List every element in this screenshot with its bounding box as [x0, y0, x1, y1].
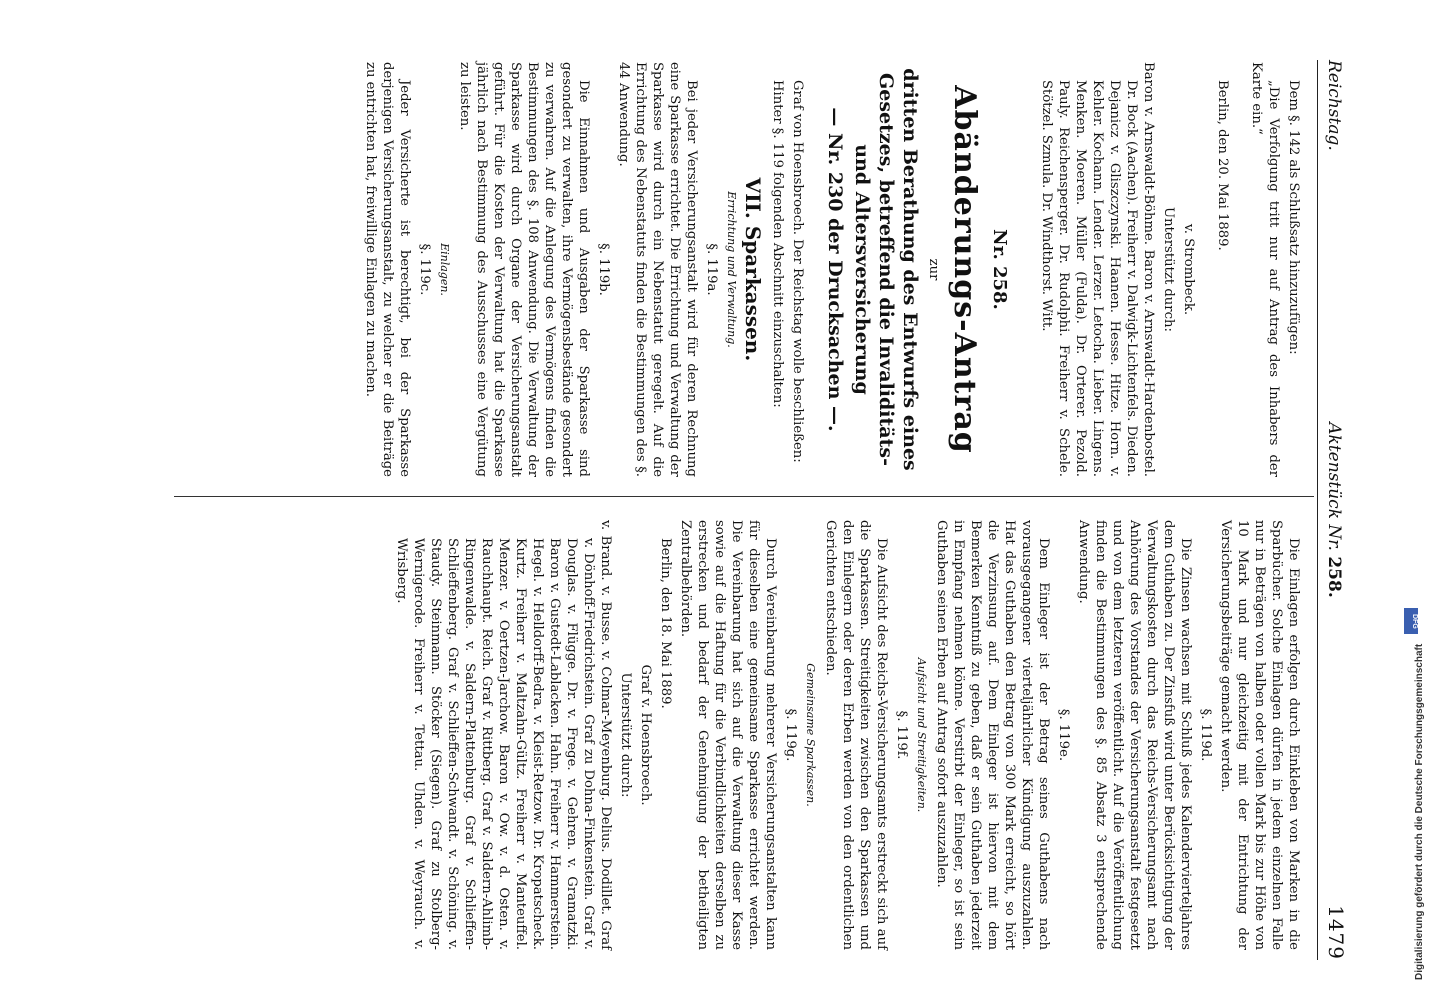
para: Die Aufsicht des Reichs-Versicherungsamts erstreckt sich auf die Sparkassen. Streitigkeiten zwischen den Sparkassen und den Einlegern oder deren Erben werden von den ordentlichen Gerichten entschieden.: [823, 520, 889, 950]
header-title: [1324, 60, 1344, 960]
header-left: Reichstag.: [1324, 60, 1344, 151]
subheading: Einlagen.: [438, 243, 451, 296]
para: Jeder Versicherte ist berechtigt, bei der Sparkasse derjenigen Versicherungsanstalt, zu welcher er die Beiträge zu entrichten hat, freiwillige Einlagen zu machen.: [363, 62, 412, 477]
paragraph-number: §. 119g.: [783, 708, 798, 762]
right-column: [390, 520, 1302, 950]
page-number: 1479: [1324, 905, 1348, 960]
section-heading: VII. Sparkassen.: [741, 177, 765, 362]
date: Berlin, den 20. Mai 1889.: [1215, 80, 1230, 251]
para: Hinter §. 119 folgenden Abschnitt einzuschalten:: [770, 80, 785, 408]
subheading: Gemeinsame Sparkassen.: [804, 663, 817, 807]
dfg-stamp: [1400, 600, 1425, 980]
page-header: [1317, 60, 1358, 960]
column-divider: [174, 496, 1314, 497]
left-column: [359, 62, 1302, 477]
signature: Graf v. Hoensbroech.: [638, 664, 653, 806]
dfg-stamp-text: Digitalisierung gefördert durch die Deutsche Forschungsgemeinschaft: [1414, 643, 1425, 980]
paragraph-number: §. 119d.: [1198, 708, 1213, 762]
para: Durch Vereinbarung mehrerer Versicherungsanstalten kann für dieselben eine gemeinsame Sparkasse errichtet werden. Die Vereinbarung hat sich auf die Verwaltung dieser Kasse sowie auf die Haftung für die Verbindlichkeiten derselben zu erstrecken und bedarf der Genehmigung der betheiligten Zentralbehörden.: [678, 520, 778, 950]
signature: v. Strombeck.: [1181, 223, 1196, 316]
para: Die Einnahmen und Ausgaben der Sparkasse sind gesondert zu verwalten, ihre Vermögensbestände gesondert zu verwahren. Auf die Anlegung des Vermögens finden die Bestimmungen des §. 108 Anwendung. Die Verwaltung der Sparkasse wird durch Organe der Versicherungsanstalt geführt. Für die Kosten der Verwaltung hat die Sparkasse jährlich nach Bestimmung des Ausschusses eine Vergütung zu leisten.: [457, 62, 591, 477]
dfg-logo: DFG: [1404, 608, 1418, 634]
document-number: Nr. 258.: [989, 229, 1010, 310]
paragraph-number: §. 119f.: [894, 710, 909, 760]
date: Berlin, den 18. Mai 1889.: [658, 538, 673, 709]
zur: zur: [926, 258, 941, 281]
supported-by: Unterstützt durch:: [618, 672, 633, 798]
supported-by: Unterstützt durch:: [1161, 207, 1176, 332]
para: Dem Einleger ist der Betrag seines Guthabens nach vorausgegangener vierteljährlicher Kündigung auszuzahlen. Hat das Guthaben den Betrag von 300 Mark erreicht, so hört die Verzinsung auf. Dem Einleger ist hiervon mit dem Bemerken Kenntniß zu geben, daß er sein Guthaben jederzeit in Empfang nehmen könne. Verstirbt der Einleger, so ist sein Guthaben seinen Erben auf Antrag sofort auszuzahlen.: [934, 520, 1051, 950]
subheading: Errichtung und Verwaltung.: [725, 191, 738, 348]
paragraph-number: §. 119b.: [596, 243, 611, 296]
para: Die Einlagen erfolgen durch Einkleben von Marken in die Sparbücher. Solche Einlagen dürfen in jedem einzelnen Falle nur in Beträgen von halben oder vollen Mark bis zur Höhe von 10 Mark und nur gleichzeitig mit der Entrichtung der Versicherungsbeiträge gemacht werden.: [1218, 520, 1301, 950]
header-number: 258.: [1324, 556, 1344, 598]
supporters-list: v. Brand. v. Busse. v. Colmar-Meyenburg. Delius. Dodillet. Graf v. Dönhoff-Friedrichstein. Graf zu Dohna-Finkenstein. Graf v. Douglas. v. Flügge. Dr. v. Frege. v. Gehren. v. Gramatzki. Baron v. Gustedt-Lablacken. Hahn. Freiherr v. Hammerstein. Hegel. v. Helldorff-Bedra. v. Kleist-Retzow. Dr. Kropatscheck. Kurtz. Freiherr v. Maltzahn-Gültz. Freiherr v. Manteuffel. Menzer. v. Oertzen-Jarchow. Baron v. Ow. v. d. Osten. v. Rauchhaupt. Reich. Graf v. Rittberg. Graf v. Saldern-Ahlimb-Ringenwalde. v. Saldern-Plattenburg. Graf v. Schlieffen-Schlieffenberg. Graf v. Schlieffen-Schwandt. v. Schöning. v. Staudy. Steinmann. Stöcker (Siegen). Graf zu Stolberg-Wernigerode. Freiherr v. Tettau. Uhden. v. Weyrauch. v. Wrisberg.: [394, 520, 613, 950]
document-subtitle-2: — Nr. 230 der Drucksachen —.: [824, 107, 846, 432]
paragraph-number: §. 119a.: [704, 243, 719, 296]
para: Dem §. 142 als Schlußsatz hinzuzufügen:: [1286, 80, 1301, 355]
paragraph-number: §. 119c.: [417, 243, 432, 296]
supporters-list: Baron v. Arnswaldt-Böhme. Baron v. Arnswaldt-Hardenbostel. Dr. Bock (Aachen). Freiherr v. Dalwigk-Lichtenfels. Dieden. Dejanicz v. Gliszczynski. Haanen. Hesse. Hitze. Horn. v. Kehler. Kochann. Lender. Lerzer. Letocha. Lieber. Lingens. Menken. Moeren. Müller (Fulda). Dr. Orterer. Pezold. Pauly. Reichensperger. Dr. Rudolphi. Freiherr v. Schele. Stötzel. Szmula. Dr. Windthorst. Witt.: [1039, 62, 1156, 477]
para: Die Zinsen wachsen mit Schluß jedes Kalendervierteljahres dem Guthaben zu. Der Zinsfuß wird unter Berücksichtigung der Verwaltungskosten durch das Reichs-Versicherungsamt nach Anhörung des Vorstandes der Versicherungsanstalt festgesetzt und von dem letzteren veröffentlicht. Auf die Veröffentlichung finden die Bestimmungen des §. 85 Absatz 3 entsprechende Anwendung.: [1076, 520, 1193, 950]
document-subtitle: dritten Berathung des Entwurfs eines Gesetzes, betreffend die Invaliditäts- und Altersversicherung: [851, 68, 921, 471]
paragraph-number: §. 119e.: [1056, 708, 1071, 762]
para: Bei jeder Versicherungsanstalt wird für deren Rechnung eine Sparkasse errichtet. Die Errichtung und Verwaltung der Sparkasse wird durch ein Nebenstatut geregelt. Auf die Errichtung des Nebenstatuts finden die Bestimmungen des §. 44 Anwendung.: [616, 62, 699, 477]
para: Graf von Hoensbroech. Der Reichstag wolle beschließen:: [790, 80, 805, 463]
document-title: Abänderungs-Antrag: [947, 85, 982, 454]
header-title-text: Aktenstück Nr.: [1324, 422, 1344, 551]
subheading: Aufsicht und Streitigkeiten.: [915, 657, 928, 813]
para: „Die Verfolgung tritt nur auf Antrag des Inhabers der Karte ein.“: [1249, 62, 1281, 477]
